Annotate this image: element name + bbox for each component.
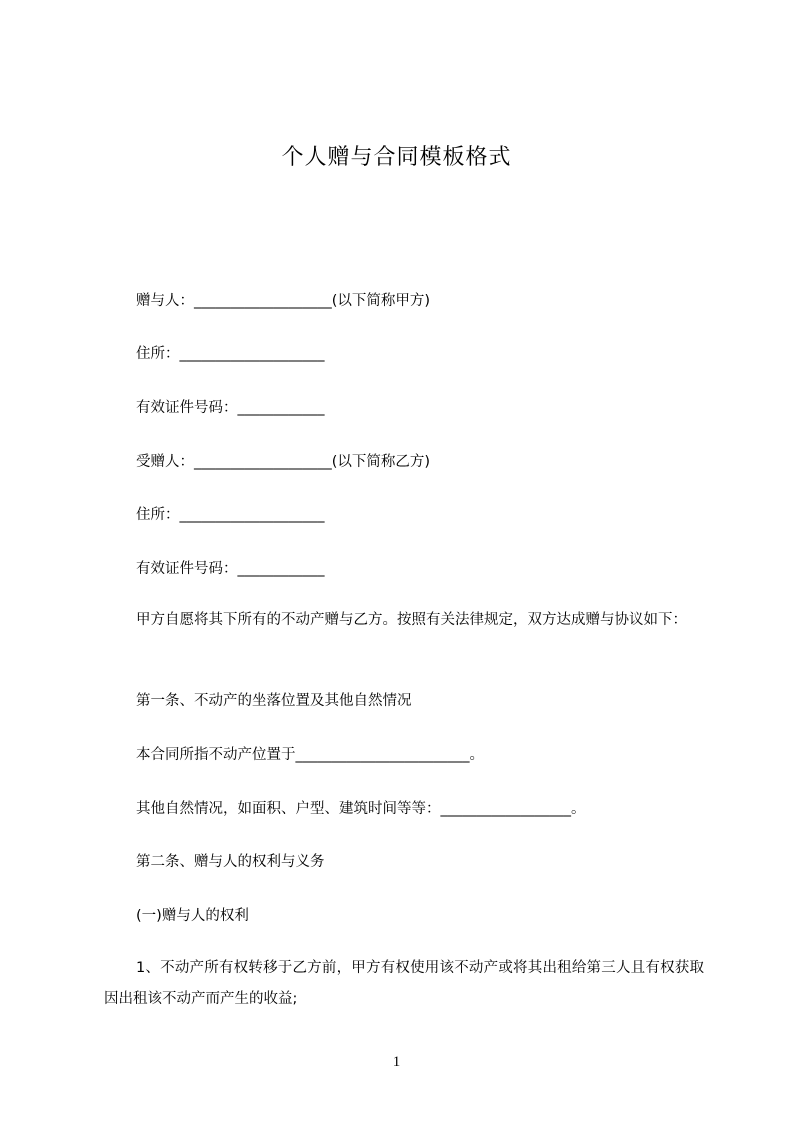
donee-id-line: 有效证件号码：____________ (136, 561, 325, 577)
donor-id-line: 有效证件号码：____________ (136, 400, 325, 416)
article1-other-line: 其他自然情况，如面积、户型、建筑时间等等：__________________。 (136, 801, 586, 817)
article1-location-line: 本合同所指不动产位置于________________________。 (136, 747, 484, 763)
article2-subheading: (一)赠与人的权利 (136, 908, 249, 924)
donor-address-line: 住所：____________________ (136, 346, 325, 362)
document-title: 个人赠与合同模板格式 (281, 145, 512, 170)
page-number: 1 (392, 1054, 401, 1070)
article2-item1-paragraph: 1、不动产所有权转移于乙方前，甲方有权使用该不动产或将其出租给第三人且有权获取因出租该不动产而产生的收益; (104, 960, 704, 1007)
article2-heading: 第二条、赠与人的权利与义务 (136, 854, 325, 870)
donor-line: 赠与人：___________________(以下简称甲方) (136, 293, 431, 309)
donee-line: 受赠人：___________________(以下简称乙方) (136, 454, 431, 470)
donee-address-line: 住所：____________________ (136, 507, 325, 523)
intro-paragraph: 甲方自愿将其下所有的不动产赠与乙方。按照有关法律规定，双方达成赠与协议如下： (136, 612, 687, 628)
article1-heading: 第一条、不动产的坐落位置及其他自然情况 (136, 693, 412, 709)
